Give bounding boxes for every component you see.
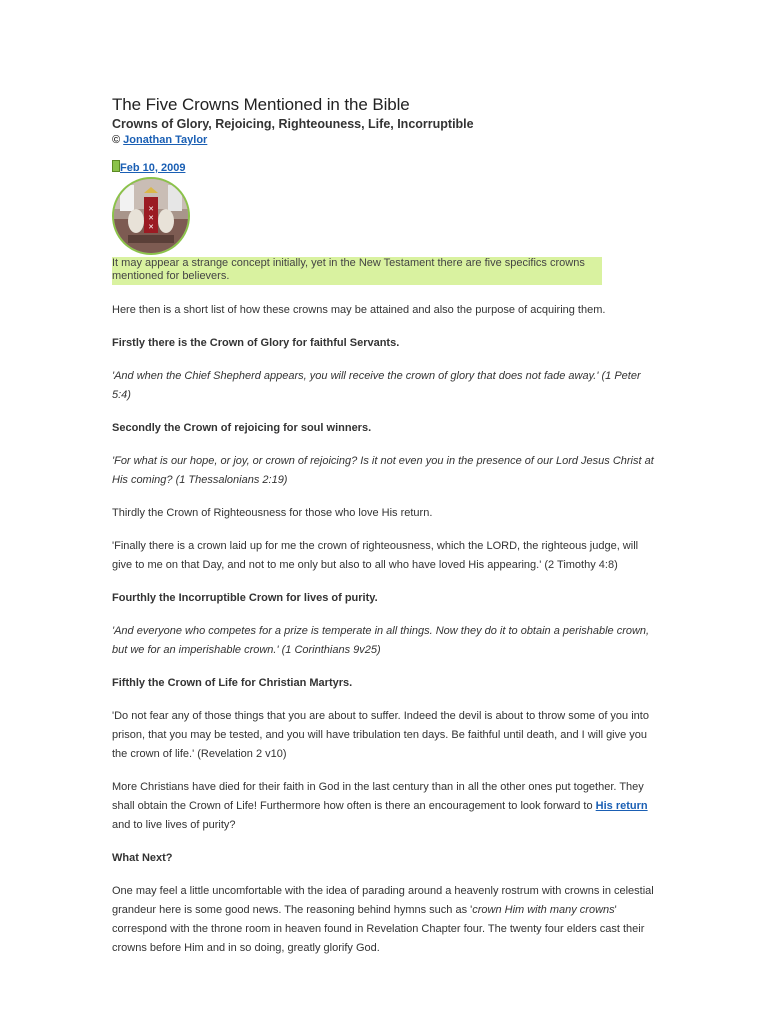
- his-return-link[interactable]: His return: [595, 800, 648, 812]
- what-next-paragraph: [112, 882, 657, 958]
- byline: [112, 132, 657, 148]
- quote-incorruptible-crown: 'And everyone who competes for a prize is temperate in all things. Now they do it to obtain a perishable crown, but we for an imperishable crown.' (1 Corinthians 9v25): [112, 625, 650, 656]
- copyright-symbol: ©: [112, 134, 121, 146]
- green-bookmark-icon: [112, 160, 120, 172]
- article-subtitle: Crowns of Glory, Rejoicing, Righteouness, Life, Incorruptible: [112, 117, 474, 131]
- intro-highlight: It may appear a strange concept initially, yet in the New Testament there are five specifics crowns mentioned for believers.: [112, 257, 602, 285]
- heading-crown-of-life: Fifthly the Crown of Life for Christian Martyrs.: [112, 677, 353, 689]
- date-row: [112, 160, 657, 175]
- svg-text:✕: ✕: [148, 223, 154, 231]
- svg-text:✕: ✕: [148, 205, 154, 213]
- quote-crown-of-rejoicing: 'For what is our hope, or joy, or crown of rejoicing? Is it not even you in the presence of our Lord Jesus Christ at His coming? (1 Thessalonians 2:19): [112, 455, 654, 486]
- article: [112, 94, 657, 958]
- heading-incorruptible-crown: Fourthly the Incorruptible Crown for lives of purity.: [112, 592, 378, 604]
- quote-crown-of-life: 'Do not fear any of those things that you are about to suffer. Indeed the devil is about to throw some of you into prison, that you may be tested, and you will have tribulation ten days. Be faithful until death, and I will give you the crown of life.' (Revelation 2 v10): [112, 710, 649, 760]
- svg-text:✕: ✕: [148, 214, 154, 222]
- martyrs-text-after: and to live lives of purity?: [112, 819, 236, 831]
- quote-crown-of-glory: 'And when the Chief Shepherd appears, you will receive the crown of glory that does not fade away.' (1 Peter 5:4): [112, 370, 641, 401]
- martyrs-paragraph: [112, 778, 657, 835]
- intro-paragraph: Here then is a short list of how these crowns may be attained and also the purpose of acquiring them.: [112, 304, 606, 316]
- heading-crown-of-righteousness: Thirdly the Crown of Righteousness for those who love His return.: [112, 507, 433, 519]
- author-link[interactable]: Jonathan Taylor: [123, 134, 208, 146]
- what-next-text-before: One may feel a little uncomfortable with the idea of parading around a heavenly rostrum with crowns in celestial grandeur here is some good news. The reasoning behind hymns such as ': [112, 885, 654, 916]
- what-next-text-after: ' correspond with the throne room in heaven found in Revelation Chapter four. The twenty four elders cast their crowns before Him and in so doing, greatly glorify God.: [112, 904, 645, 954]
- author-avatar[interactable]: [112, 177, 190, 255]
- heading-crown-of-glory: Firstly there is the Crown of Glory for faithful Servants.: [112, 337, 400, 349]
- quote-crown-of-righteousness: 'Finally there is a crown laid up for me the crown of righteousness, which the LORD, the righteous judge, will give to me on that Day, and not to me only but also to all who have loved His appearing.' (2 Timothy 4:8): [112, 540, 639, 571]
- date-link[interactable]: Feb 10, 2009: [120, 162, 186, 174]
- heading-crown-of-rejoicing: Secondly the Crown of rejoicing for soul winners.: [112, 422, 372, 434]
- avatar-crest-image: [114, 179, 188, 253]
- article-title: The Five Crowns Mentioned in the Bible: [112, 95, 410, 114]
- heading-what-next: What Next?: [112, 852, 173, 864]
- martyrs-text-before: More Christians have died for their faith in God in the last century than in all the other ones put together. They shall obtain the Crown of Life! Furthermore how often is there an encouragement to look forward to: [112, 781, 644, 812]
- hymn-title: crown Him with many crowns: [472, 904, 615, 916]
